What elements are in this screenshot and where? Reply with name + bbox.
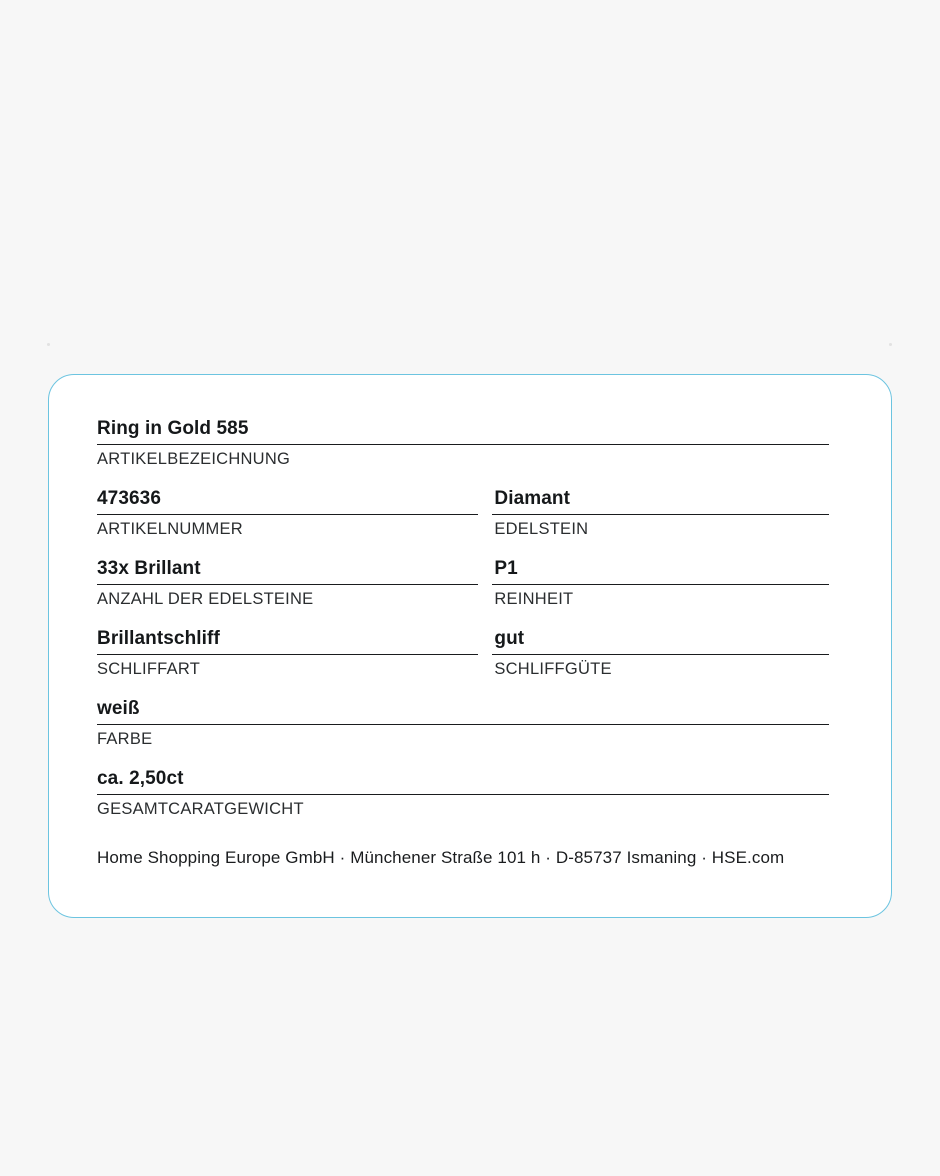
row-spacer <box>97 539 843 557</box>
spec-label: ANZAHL DER EDELSTEINE <box>97 590 314 608</box>
spec-value: Brillantschliff <box>97 627 478 655</box>
spec-label: REINHEIT <box>494 590 574 608</box>
row-spacer <box>97 679 843 697</box>
spec-field-gesamtcaratgewicht <box>97 767 843 819</box>
spec-field-reinheit <box>492 557 843 609</box>
spec-row <box>97 767 843 819</box>
registration-mark-left <box>47 343 50 346</box>
spec-field-schliffguete <box>492 627 843 679</box>
row-spacer <box>97 469 843 487</box>
row-spacer <box>97 749 843 767</box>
spec-value: ca. 2,50ct <box>97 767 829 795</box>
spec-field-farbe <box>97 697 843 749</box>
spec-value: P1 <box>492 557 829 585</box>
spec-label: EDELSTEIN <box>494 520 589 538</box>
spec-label: FARBE <box>97 730 153 748</box>
spec-value: 33x Brillant <box>97 557 478 585</box>
spec-label: SCHLIFFGÜTE <box>494 660 612 678</box>
spec-label: GESAMTCARATGEWICHT <box>97 800 304 818</box>
spec-label: SCHLIFFART <box>97 660 201 678</box>
spec-row <box>97 697 843 749</box>
spec-row <box>97 487 843 539</box>
spec-value: 473636 <box>97 487 478 515</box>
spec-field-artikelnummer <box>97 487 492 539</box>
row-spacer <box>97 609 843 627</box>
spec-value: weiß <box>97 697 829 725</box>
registration-mark-right <box>889 343 892 346</box>
spec-field-schliffart <box>97 627 492 679</box>
spec-label: ARTIKELBEZEICHNUNG <box>97 450 291 468</box>
spec-field-artikelbezeichnung <box>97 417 843 469</box>
certificate-card <box>48 374 892 918</box>
spec-row <box>97 557 843 609</box>
company-footer: Home Shopping Europe GmbH · Münchener Straße 101 h · D-85737 Ismaning · HSE.com <box>97 848 785 867</box>
spec-field-edelstein <box>492 487 843 539</box>
spec-field-anzahl-der-edelsteine <box>97 557 492 609</box>
spec-row <box>97 417 843 469</box>
spec-label: ARTIKELNUMMER <box>97 520 243 538</box>
spec-value: gut <box>492 627 829 655</box>
spec-row <box>97 627 843 679</box>
spec-value: Ring in Gold 585 <box>97 417 829 445</box>
certificate-content <box>97 417 843 869</box>
spec-value: Diamant <box>492 487 829 515</box>
